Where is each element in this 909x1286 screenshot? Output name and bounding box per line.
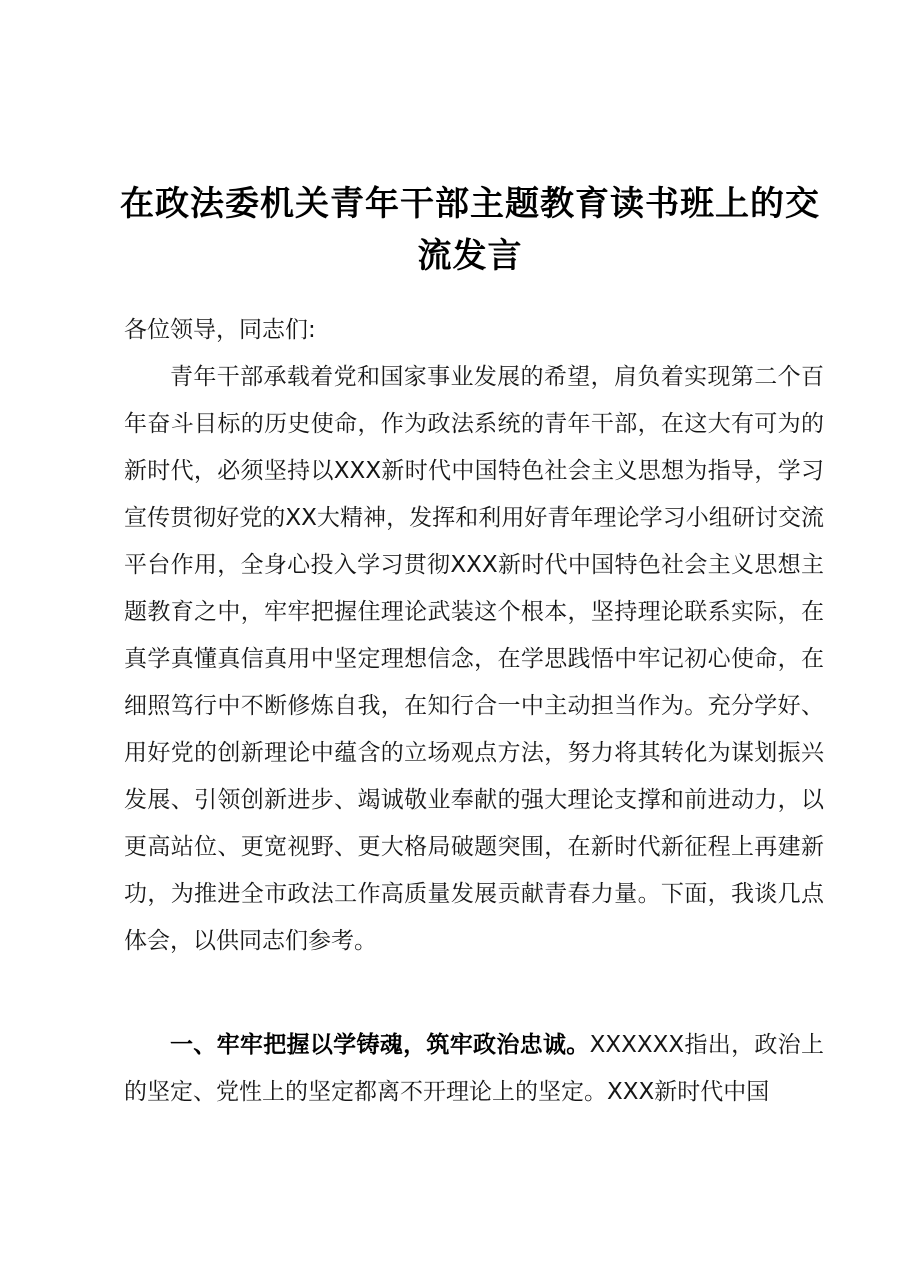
salutation: 各位领导，同志们:: [124, 317, 316, 343]
document-title: 在政法委机关青年干部主题教育读书班上的交流发言: [120, 184, 820, 276]
section-heading: 一、牢牢把握以学铸魂，筑牢政治忠诚。: [170, 1032, 590, 1058]
paragraph-intro: 青年干部承载着党和国家事业发展的希望，肩负着实现第二个百年奋斗目标的历史使命，作为政法系统的青年干部，在这大有可为的新时代，必须坚持以XXX新时代中国特色社会主义思想为指导，学习宣传贯彻好党的XX大精神，发挥和利用好青年理论学习小组研讨交流平台作用，全身心投入学习贯彻XXX新时代中国特色社会主义思想主题教育之中，牢牢把握住理论武装这个根本，坚持理论联系实际，在真学真懂真信真用中坚定理想信念，在学思践悟中牢记初心使命，在细照笃行中不断修炼自我，在知行合一中主动担当作为。充分学好、用好党的创新理论中蕴含的立场观点方法，努力将其转化为谋划振兴发展、引领创新进步、竭诚敬业奉献的强大理论支撑和前进动力，以更高站位、更宽视野、更大格局破题突围，在新时代新征程上再建新功，为推进全市政法工作高质量发展贡献青春力量。下面，我谈几点体会，以供同志们参考。: [124, 364, 824, 954]
paragraph-section-one: [124, 1022, 824, 1116]
section-body: XXXXXX指出，政治上的坚定、党性上的坚定都离不开理论上的坚定。XXX新时代中国: [124, 1032, 824, 1105]
